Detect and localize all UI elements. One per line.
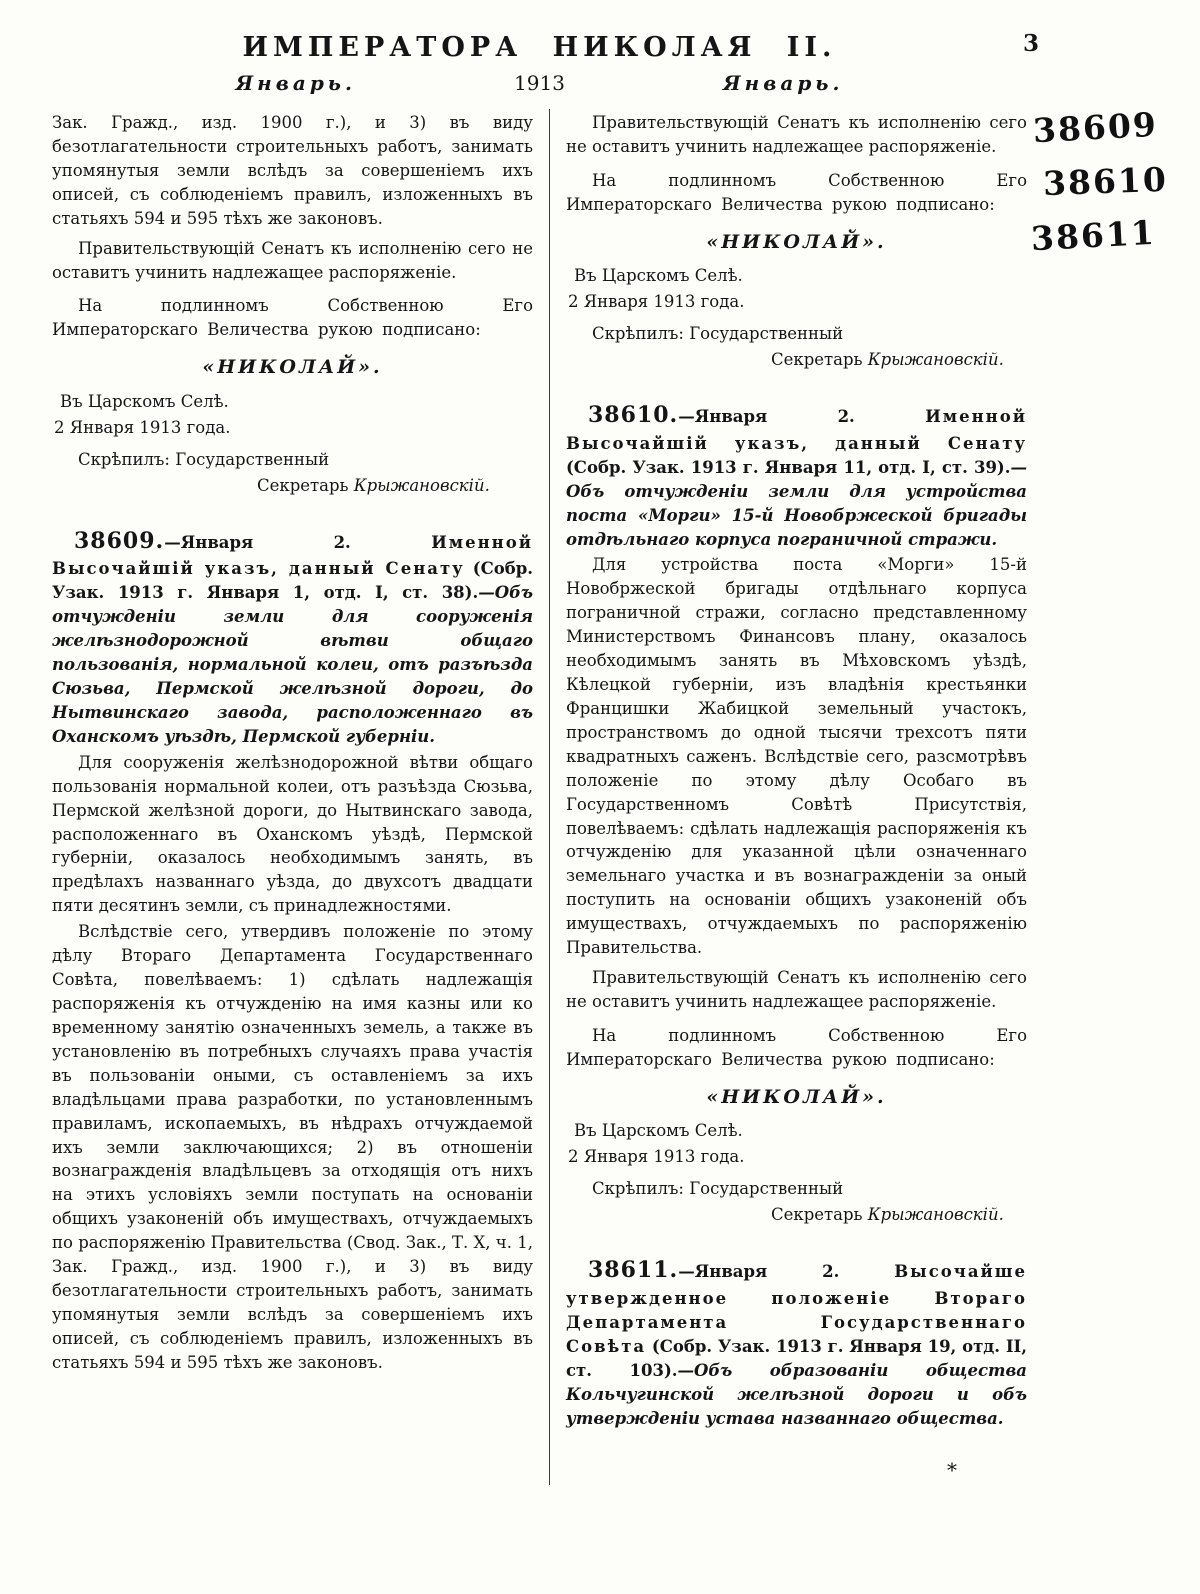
decree-type: Именной Высочайшій указъ, данный Сенату [566, 406, 1028, 453]
signature-date: 2 Января 1913 года. [568, 1147, 745, 1167]
running-head-month-right: Январь. [723, 71, 844, 95]
decree-date: —Января 2. [164, 532, 351, 552]
running-head [52, 71, 1027, 95]
page-content [52, 0, 1039, 1485]
secretary-line [566, 348, 1027, 372]
secretary-line [52, 474, 533, 498]
decree-heading-38611 [566, 1255, 1027, 1430]
decree-date: —Января 2. [678, 406, 855, 426]
decree-reference: (Собр. Узак. 1913 г. Января 11, отд. I, ст. 39). [566, 457, 1011, 477]
sealed-by-line: Скрѣпилъ: Государственный [592, 1179, 844, 1199]
margin-number-38609: 38609 [1032, 104, 1159, 151]
senate-clause: Правительствующій Сенатъ къ исполненію сего не оставитъ учинить надлежащее распоряженіе. [52, 238, 533, 282]
on-original-note: На подлинномъ Собственною Его Императорскаго Величества рукою подписано: [566, 170, 1027, 214]
decree-heading-38609 [52, 526, 533, 749]
secretary-line [566, 1203, 1027, 1227]
two-column-body [52, 109, 1027, 1485]
decree-type: Высочайше утвержденное положеніе Втораго Департамента Государственнаго Совѣта [566, 1262, 1027, 1356]
footnote-asterisk: * [947, 1458, 957, 1483]
signature-place: Въ Царскомъ Селѣ. [574, 266, 743, 286]
sealed-by-line: Скрѣпилъ: Государственный [592, 324, 844, 344]
decree-body-paragraph: Для сооруженія желѣзнодорожной вѣтви общаго пользованія нормальной колеи, отъ разъѣзда Сюзьва, Пермской желѣзной дороги, до Нытвинскаго завода, расположеннаго въ Оханскомъ уѣздѣ, Пермской губерніи, оказалось необходимымъ занять, въ предѣлахъ названнаго уѣзда, до двухсотъ двадцати пяти десятинъ земли, съ принадлежностями. [52, 752, 533, 916]
decree-number: 38609. [74, 527, 165, 554]
secretary-name: Крыжановскій. [353, 475, 490, 495]
right-column [549, 109, 1027, 1485]
running-head-month-left: Январь. [235, 71, 356, 95]
signature-place: Въ Царскомъ Селѣ. [60, 391, 229, 411]
on-original-note: На подлинномъ Собственною Его Императорскаго Величества рукою подписано: [52, 296, 533, 340]
decree-number: 38610. [588, 401, 679, 428]
secretary-title: Секретарь [771, 350, 863, 369]
decree-body-paragraph: Для устройства поста «Морги» 15-й Новобржеской бригады отдѣльнаго корпуса пограничной стражи, согласно представленному Министерствомъ Финансовъ плану, оказалось необходимымъ занять въ Мѣховскомъ уѣздѣ, Кѣлецкой губерніи, изъ владѣнія крестьянки Францишки Жабицкой земельный участокъ, пространствомъ до одной тысячи трехсотъ пяти квадратныхъ саженъ. Вслѣдствіе сего, разсмотрѣвъ положеніе по этому дѣлу Особаго въ Государственномъ Совѣтѣ Присутствія, повелѣваемъ: сдѣлать надлежащія распоряженія къ отчужденію для указанной цѣли означеннаго земельнаго участка и въ вознагражденіи за оный поступить на основаніи общихъ узаконеній объ имуществахъ, отчуждаемыхъ по распоряженію Правительства. [566, 555, 1027, 958]
margin-number-38611: 38611 [1030, 212, 1157, 259]
decree-type: Именной Высочайшій указъ, данный Сенату [52, 532, 534, 579]
secretary-title: Секретарь [257, 475, 349, 495]
decree-heading-38610 [566, 400, 1027, 552]
decree-number: 38611. [588, 1257, 679, 1284]
decree-date: —Января 2. [678, 1262, 840, 1282]
senate-clause: Правительствующій Сенатъ къ исполненію сего не оставитъ учинить надлежащее распоряженіе. [566, 968, 1027, 1012]
page-title: ИМПЕРАТОРА НИКОЛАЯ II. [242, 32, 837, 63]
secretary-title: Секретарь [771, 1205, 863, 1225]
decree-subject: —Объ отчужденіи земли для устройства поста «Морги» 15-й Новобржеской бригады отдѣльнаго корпуса пограничной стражи. [566, 457, 1027, 549]
decree-subject: —Объ отчужденіи земли для сооруженія желѣзнодорожной вѣтви общаго пользованія, нормальной колеи, отъ разъѣзда Сюзьва, Пермской желѣзной дороги, до Нытвинскаго завода, расположеннаго въ Оханскомъ уѣздѣ, Пермской губерніи. [52, 583, 533, 746]
on-original-note: На подлинномъ Собственною Его Императорскаго Величества рукою подписано: [566, 1025, 1027, 1069]
decree-subject: —Объ образованіи общества Кольчугинской желѣзной дороги и объ утвержденіи устава названнаго общества. [566, 1360, 1027, 1428]
sealed-by-line: Скрѣпилъ: Государственный [78, 449, 330, 469]
decree-reference: (Собр. Узак. 1913 г. Января 19, отд. II, ст. 103). [566, 1336, 1027, 1380]
secretary-name: Крыжановскій. [867, 350, 1004, 369]
left-column [52, 109, 549, 1485]
decree-reference: (Собр. Узак. 1913 г. Января 1, отд. I, ст. 38). [52, 559, 534, 603]
signature-date: 2 Января 1913 года. [568, 292, 745, 312]
secretary-name: Крыжановскій. [867, 1205, 1004, 1225]
continuation-paragraph: Зак. Гражд., изд. 1900 г.), и 3) въ виду безотлагательности строительныхъ работъ, занимать упомянутыя земли вслѣдъ за совершеніемъ ихъ описей, съ соблюденіемъ правилъ, изложенныхъ въ статьяхъ 594 и 595 тѣхъ же законовъ. [52, 113, 533, 228]
margin-number-38610: 38610 [1042, 159, 1169, 204]
running-head-year: 1913 [514, 71, 565, 95]
imperial-signature: «НИКОЛАЙ». [202, 356, 383, 379]
imperial-signature: «НИКОЛАЙ». [706, 230, 887, 253]
decree-body-paragraph: Вслѣдствіе сего, утвердивъ положеніе по этому дѣлу Втораго Департамента Государственнаго Совѣта, повелѣваемъ: 1) сдѣлать надлежащія распоряженія къ отчужденію на имя казны или ко временному занятію означенныхъ земель, а также въ установленію въ потребныхъ случаяхъ права участія въ пользованіи оными, съ оставленіемъ за ихъ владѣльцами права разработки, по установленнымъ правиламъ, ископаемыхъ, въ нѣдрахъ отчуждаемой ихъ земли заключающихся; 2) въ отношеніи вознагражденія владѣльцевъ за отходящія отъ нихъ на этихъ условіяхъ земли поступать на основаніи общихъ узаконеній объ имуществахъ, отчуждаемыхъ по распоряженію Правительства (Свод. Зак., Т. X, ч. 1, Зак. Гражд., изд. 1900 г.), и 3) въ виду безотлагательности строительныхъ работъ, занимать упомянутыя земли вслѣдъ за совершеніемъ ихъ описей, съ соблюденіемъ правилъ, изложенныхъ въ статьяхъ 594 и 595 тѣхъ же законовъ. [52, 922, 533, 1372]
senate-clause: Правительствующій Сенатъ къ исполненію сего не оставитъ учинить надлежащее распоряженіе. [566, 113, 1027, 156]
signature-date: 2 Января 1913 года. [54, 417, 231, 437]
imperial-signature: «НИКОЛАЙ». [706, 1085, 887, 1108]
signature-place: Въ Царскомъ Селѣ. [574, 1121, 743, 1141]
page-number: 3 [1022, 30, 1039, 57]
